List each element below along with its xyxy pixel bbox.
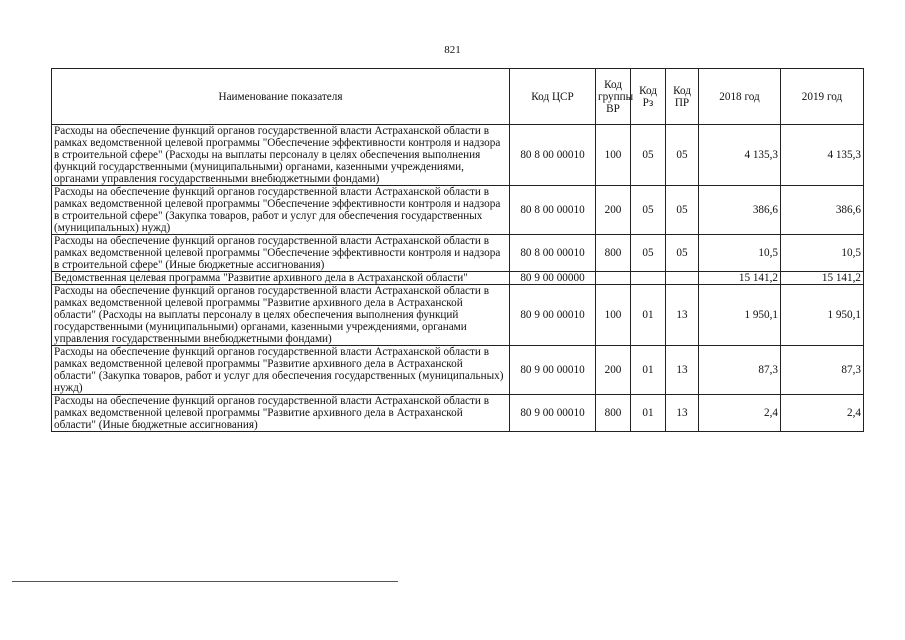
cell-csr: 80 8 00 00010 (510, 125, 596, 186)
header-2019: 2019 год (781, 69, 864, 125)
cell-vr: 200 (596, 346, 631, 395)
cell-2018: 87,3 (699, 346, 781, 395)
cell-rz: 05 (631, 125, 666, 186)
cell-2018: 10,5 (699, 235, 781, 272)
cell-csr: 80 9 00 00000 (510, 272, 596, 285)
cell-rz: 01 (631, 395, 666, 432)
header-pr: Код ПР (666, 69, 699, 125)
header-rz: Код Рз (631, 69, 666, 125)
cell-2019: 4 135,3 (781, 125, 864, 186)
cell-vr: 100 (596, 285, 631, 346)
cell-csr: 80 8 00 00010 (510, 186, 596, 235)
cell-pr: 05 (666, 125, 699, 186)
table-row (52, 395, 864, 432)
cell-vr (596, 272, 631, 285)
cell-name: Расходы на обеспечение функций органов государственной власти Астраханской области в рамках ведомственной целевой программы "Обеспечение эффективности контроля и надзора в строительной сфере" (Закупка товаров, работ и услуг для обеспечения государственных (муниципальных) нужд) (52, 186, 510, 235)
cell-2018: 15 141,2 (699, 272, 781, 285)
cell-2019: 2,4 (781, 395, 864, 432)
table-row (52, 186, 864, 235)
cell-rz: 01 (631, 346, 666, 395)
cell-name: Расходы на обеспечение функций органов государственной власти Астраханской области в рамках ведомственной целевой программы "Развитие архивного дела в Астраханской области" (Расходы на выплаты персоналу в целях обеспечения выполнения функций государственными (муниципальными) органами, казенными учреждениями, органами управления государственными внебюджетными фондами) (52, 285, 510, 346)
cell-name: Расходы на обеспечение функций органов государственной власти Астраханской области в рамках ведомственной целевой программы "Обеспечение эффективности контроля и надзора в строительной сфере" (Иные бюджетные ассигнования) (52, 235, 510, 272)
cell-2019: 87,3 (781, 346, 864, 395)
cell-pr (666, 272, 699, 285)
cell-pr: 05 (666, 186, 699, 235)
cell-2018: 386,6 (699, 186, 781, 235)
cell-rz (631, 272, 666, 285)
cell-name: Расходы на обеспечение функций органов государственной власти Астраханской области в рамках ведомственной целевой программы "Развитие архивного дела в Астраханской области" (Закупка товаров, работ и услуг для обеспечения государственных (муниципальных) нужд) (52, 346, 510, 395)
cell-vr: 100 (596, 125, 631, 186)
cell-csr: 80 9 00 00010 (510, 346, 596, 395)
cell-2019: 1 950,1 (781, 285, 864, 346)
cell-name: Расходы на обеспечение функций органов государственной власти Астраханской области в рамках ведомственной целевой программы "Обеспечение эффективности контроля и надзора в строительной сфере" (Расходы на выплаты персоналу в целях обеспечения выполнения функций государственными (муниципальными) органами, казенными учреждениями, органами управления государственными внебюджетными фондами) (52, 125, 510, 186)
header-row (52, 69, 864, 125)
cell-name: Ведомственная целевая программа "Развитие архивного дела в Астраханской области" (52, 272, 510, 285)
table-row (52, 235, 864, 272)
page-number: 821 (444, 44, 461, 56)
cell-vr: 800 (596, 235, 631, 272)
cell-vr: 200 (596, 186, 631, 235)
cell-csr: 80 9 00 00010 (510, 285, 596, 346)
table-row (52, 346, 864, 395)
footer-rule (12, 581, 398, 582)
cell-rz: 05 (631, 235, 666, 272)
cell-csr: 80 8 00 00010 (510, 235, 596, 272)
cell-2018: 4 135,3 (699, 125, 781, 186)
table-row (52, 272, 864, 285)
header-vr: Код группы ВР (596, 69, 631, 125)
table-row (52, 285, 864, 346)
cell-2019: 15 141,2 (781, 272, 864, 285)
cell-pr: 05 (666, 235, 699, 272)
header-csr: Код ЦСР (510, 69, 596, 125)
cell-pr: 13 (666, 395, 699, 432)
cell-2018: 1 950,1 (699, 285, 781, 346)
cell-rz: 01 (631, 285, 666, 346)
cell-rz: 05 (631, 186, 666, 235)
cell-2019: 10,5 (781, 235, 864, 272)
header-name: Наименование показателя (52, 69, 510, 125)
cell-csr: 80 9 00 00010 (510, 395, 596, 432)
cell-vr: 800 (596, 395, 631, 432)
cell-pr: 13 (666, 346, 699, 395)
budget-table (51, 68, 864, 432)
cell-name: Расходы на обеспечение функций органов государственной власти Астраханской области в рамках ведомственной целевой программы "Развитие архивного дела в Астраханской области" (Иные бюджетные ассигнования) (52, 395, 510, 432)
cell-pr: 13 (666, 285, 699, 346)
cell-2019: 386,6 (781, 186, 864, 235)
cell-2018: 2,4 (699, 395, 781, 432)
table-row (52, 125, 864, 186)
header-2018: 2018 год (699, 69, 781, 125)
